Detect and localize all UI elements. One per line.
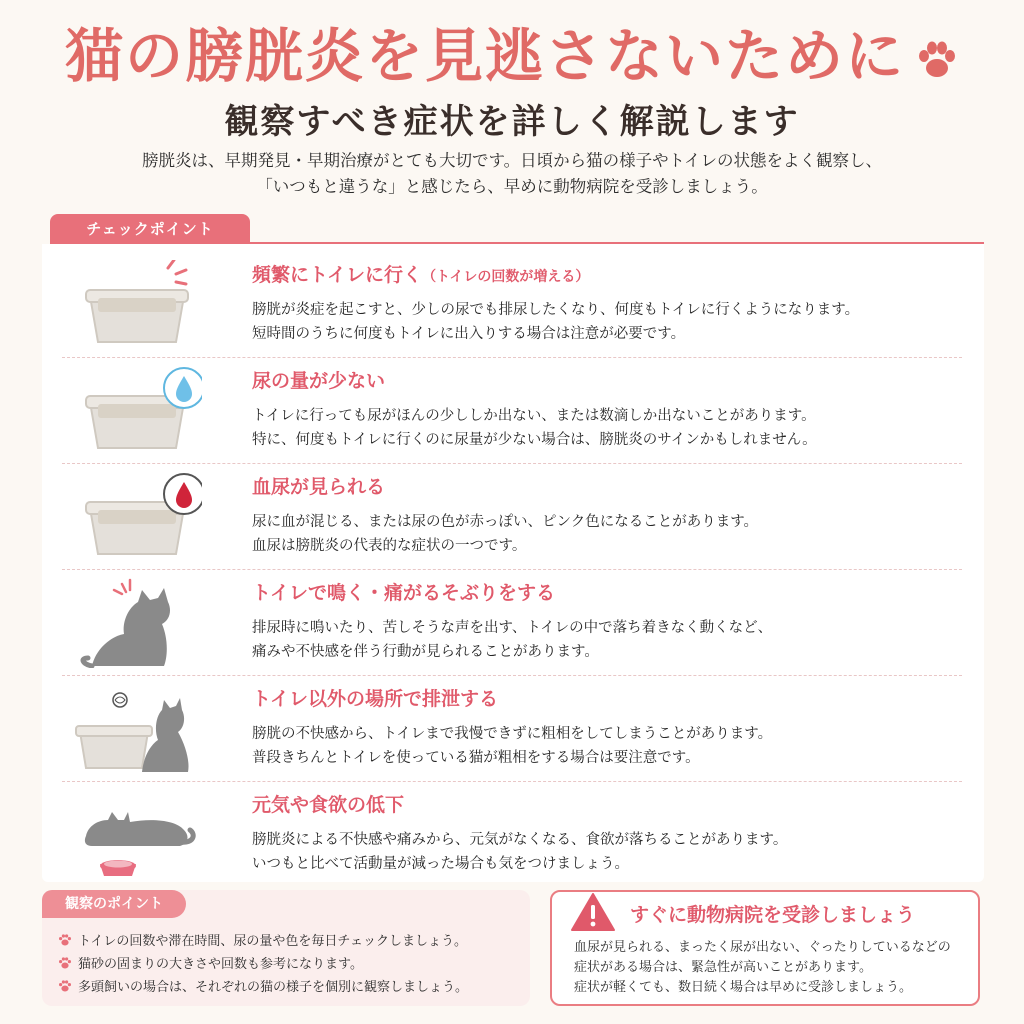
symptom-item-outside-toilet xyxy=(62,676,962,782)
symptom-title: 元気や食欲の低下 xyxy=(252,794,405,816)
list-item: 猫砂の固まりの大きさや回数も参考になります。 xyxy=(58,953,468,976)
symptom-title: トイレ以外の場所で排泄する xyxy=(252,688,499,710)
page-title-text: 猫の膀胱炎を見逃さないために xyxy=(64,22,905,90)
symptom-item-low-energy xyxy=(62,782,962,882)
observation-list xyxy=(58,930,468,999)
symptom-item-crying xyxy=(62,570,962,676)
symptom-item-frequent-toilet xyxy=(62,252,962,358)
intro-text xyxy=(40,148,984,200)
symptom-description: 膀胱の不快感から、トイレまで我慢できずに粗相をしてしまうことがあります。 普段きちんとトイレを使っている猫が粗相をする場合は要注意です。 xyxy=(252,726,773,766)
water-drop-icon xyxy=(72,366,202,456)
symptom-item-blood-urine xyxy=(62,464,962,570)
symptom-description: 膀胱が炎症を起こすと、少しの尿でも排尿したくなり、何度もトイレに行くようになります。 短時間のうちに何度もトイレに出入りする場合は注意が必要です。 xyxy=(252,302,860,342)
symptom-description: 尿に血が混じる、または尿の色が赤っぽい、ピンク色になることがあります。 血尿は膀胱炎の代表的な症状の一つです。 xyxy=(252,514,759,554)
paw-icon xyxy=(58,933,72,947)
lying-cat-icon xyxy=(72,790,202,880)
checkpoint-tab: チェックポイント xyxy=(50,214,250,244)
page-title xyxy=(0,16,1024,96)
symptom-title: トイレで鳴く・痛がるそぶりをする xyxy=(252,582,556,604)
blood-drop-icon xyxy=(72,472,202,562)
page-subtitle: 観察すべき症状を詳しく解説します xyxy=(224,102,800,142)
list-item: トイレの回数や滞在時間、尿の量や色を毎日チェックしましょう。 xyxy=(58,930,468,953)
symptom-title-note: （トイレの回数が増える） xyxy=(422,269,590,285)
urgent-text: 血尿が見られる、まったく尿が出ない、ぐったりしているなどの 症状がある場合は、緊急性が高いことがあります。 症状が軽くても、数日続く場合は早めに受診しましょう。 xyxy=(574,940,951,995)
intro-line: 膀胱炎は、早期発見・早期治療がとても大切です。日頃から猫の様子やトイレの状態をよく観察し、 xyxy=(141,151,883,170)
symptom-description: 排尿時に鳴いたり、苦しそうな声を出す、トイレの中で落ち着きなく動くなど、 痛みや不快感を伴う行動が見られることがあります。 xyxy=(252,620,773,660)
sitting-cat-icon xyxy=(72,578,202,668)
urgent-box xyxy=(550,890,980,1006)
symptom-title: 頻繁にトイレに行く（トイレの回数が増える） xyxy=(252,264,590,286)
paw-icon xyxy=(58,979,72,993)
intro-line: 「いつもと違うな」と感じたら、早めに動物病院を受診しましょう。 xyxy=(256,177,768,196)
paw-icon xyxy=(915,38,959,82)
cat-by-litter-icon xyxy=(72,684,202,774)
list-item: 多頭飼いの場合は、それぞれの猫の様子を個別に観察しましょう。 xyxy=(58,976,468,999)
urgent-title: すぐに動物病院を受診しましょう xyxy=(630,904,916,926)
litter-box-icon xyxy=(72,260,202,350)
symptom-description: 膀胱炎による不快感や痛みから、元気がなくなる、食欲が落ちることがあります。 いつもと比べて活動量が減った場合も気をつけましょう。 xyxy=(252,832,788,872)
symptom-item-low-urine xyxy=(62,358,962,464)
observation-tag: 観察のポイント xyxy=(42,890,186,918)
symptom-title: 血尿が見られる xyxy=(252,476,386,498)
symptom-title: 尿の量が少ない xyxy=(252,370,386,392)
warning-icon xyxy=(570,892,616,932)
observation-box xyxy=(42,890,530,1006)
symptom-description: トイレに行っても尿がほんの少ししか出ない、または数滴しか出ないことがあります。 特に、何度もトイレに行くのに尿量が少ない場合は、膀胱炎のサインかもしれません。 xyxy=(252,408,817,448)
paw-icon xyxy=(58,956,72,970)
